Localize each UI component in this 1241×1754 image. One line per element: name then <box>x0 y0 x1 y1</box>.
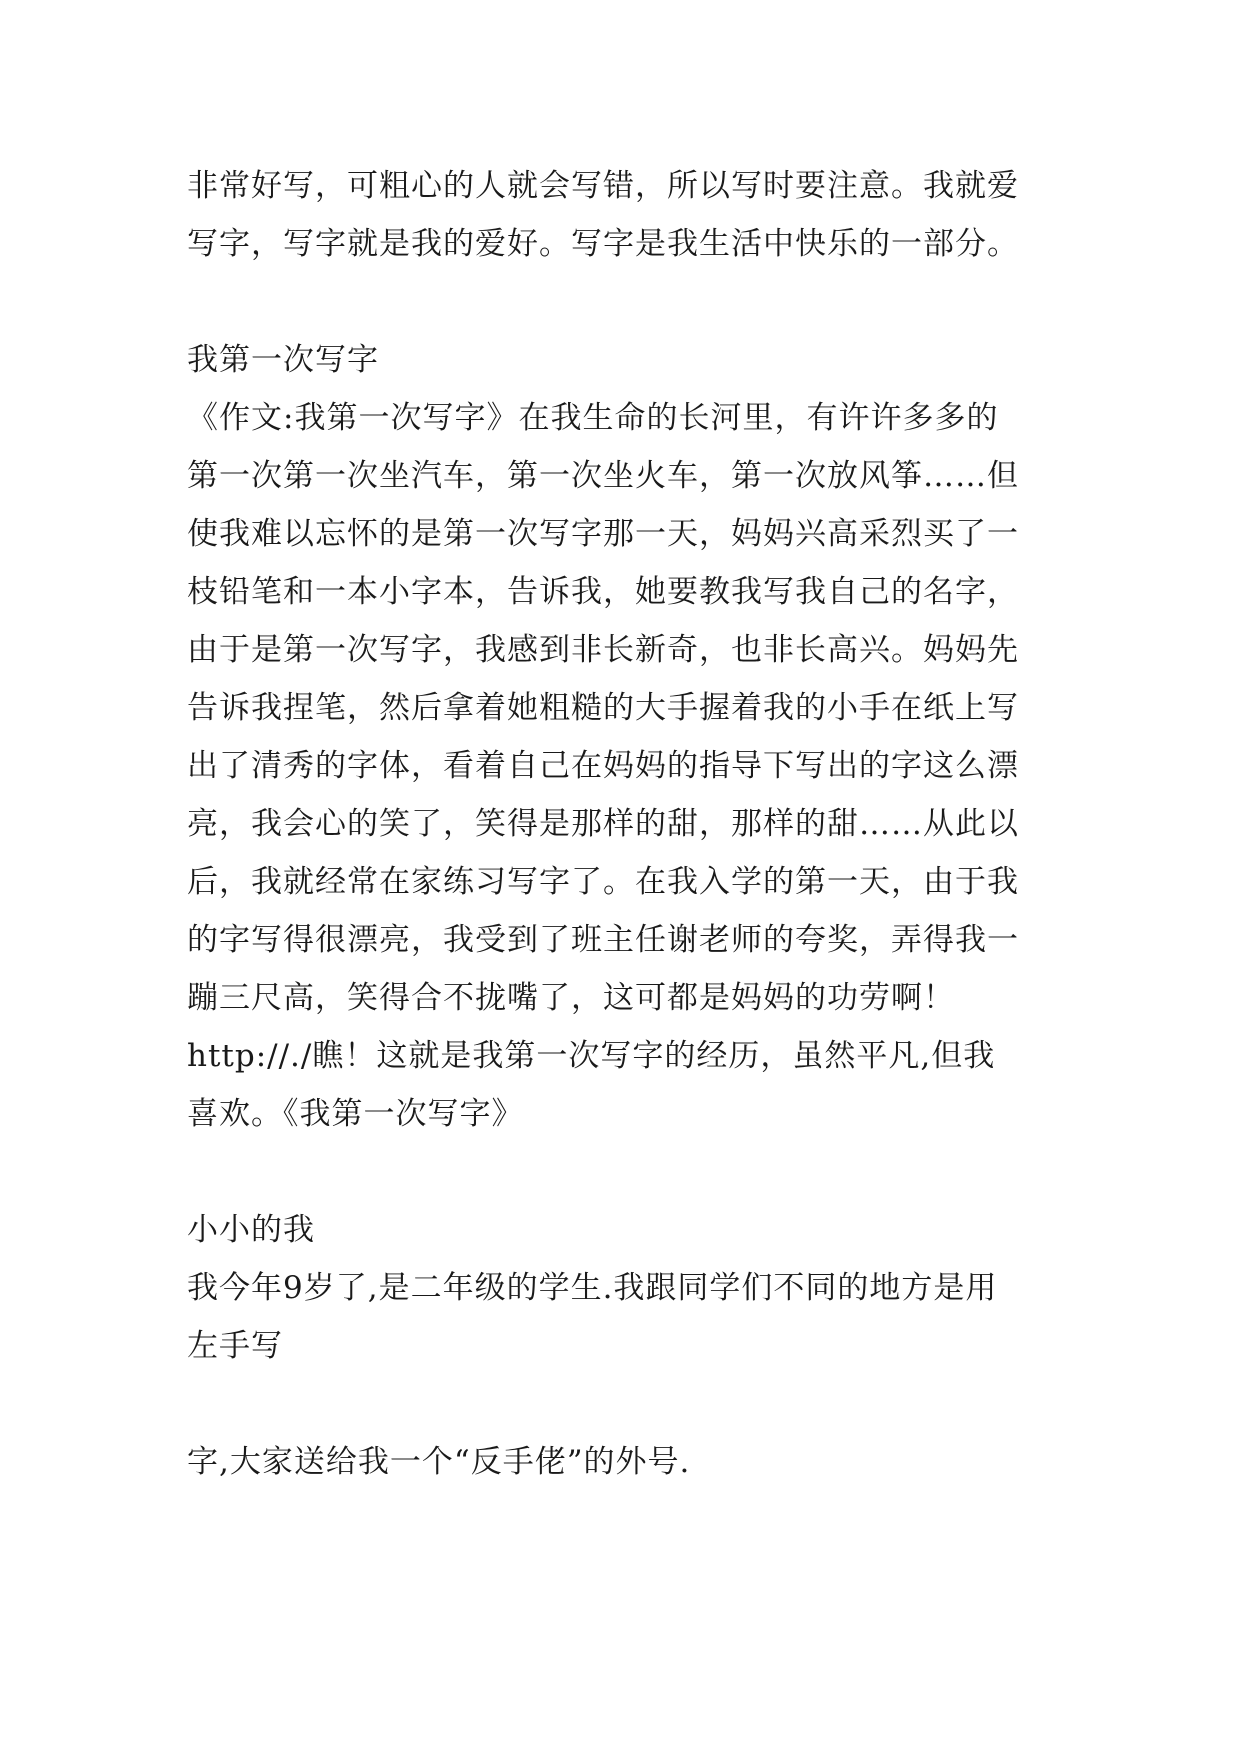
text-line: 由于是第一次写字，我感到非长新奇，也非长高兴。妈妈先 <box>187 632 1019 668</box>
section-title: 我第一次写字 <box>187 342 379 378</box>
text-line: 后，我就经常在家练习写字了。在我入学的第一天，由于我 <box>187 864 1019 900</box>
text-line: 左手写 <box>187 1328 283 1364</box>
text-line: 字,大家送给我一个“反手佬”的外号. <box>187 1444 691 1480</box>
text-line: http://./瞧！这就是我第一次写字的经历，虽然平凡,但我 <box>187 1038 996 1074</box>
text-line: 使我难以忘怀的是第一次写字那一天，妈妈兴高采烈买了一 <box>187 516 1019 552</box>
text-line: 告诉我捏笔，然后拿着她粗糙的大手握着我的小手在纸上写 <box>187 690 1019 726</box>
text-line: 非常好写，可粗心的人就会写错，所以写时要注意。我就爱 <box>187 168 1019 204</box>
text-line: 我今年9岁了,是二年级的学生.我跟同学们不同的地方是用 <box>187 1270 998 1306</box>
text-line: 喜欢。《我第一次写字》 <box>187 1096 524 1132</box>
section-title: 小小的我 <box>187 1212 315 1248</box>
text-line: 蹦三尺高，笑得合不拢嘴了，这可都是妈妈的功劳啊！ <box>187 980 955 1016</box>
text-line: 写字，写字就是我的爱好。写字是我生活中快乐的一部分。 <box>187 226 1019 262</box>
text-line: 的字写得很漂亮，我受到了班主任谢老师的夸奖，弄得我一 <box>187 922 1019 958</box>
text-line: 出了清秀的字体，看着自己在妈妈的指导下写出的字这么漂 <box>187 748 1019 784</box>
text-line: 亮，我会心的笑了，笑得是那样的甜，那样的甜……从此以 <box>187 806 1019 842</box>
text-line: 《作文:我第一次写字》在我生命的长河里，有许许多多的 <box>187 400 999 436</box>
text-line: 第一次第一次坐汽车，第一次坐火车，第一次放风筝……但 <box>187 458 1019 494</box>
text-line: 枝铅笔和一本小字本，告诉我，她要教我写我自己的名字， <box>187 574 1019 610</box>
